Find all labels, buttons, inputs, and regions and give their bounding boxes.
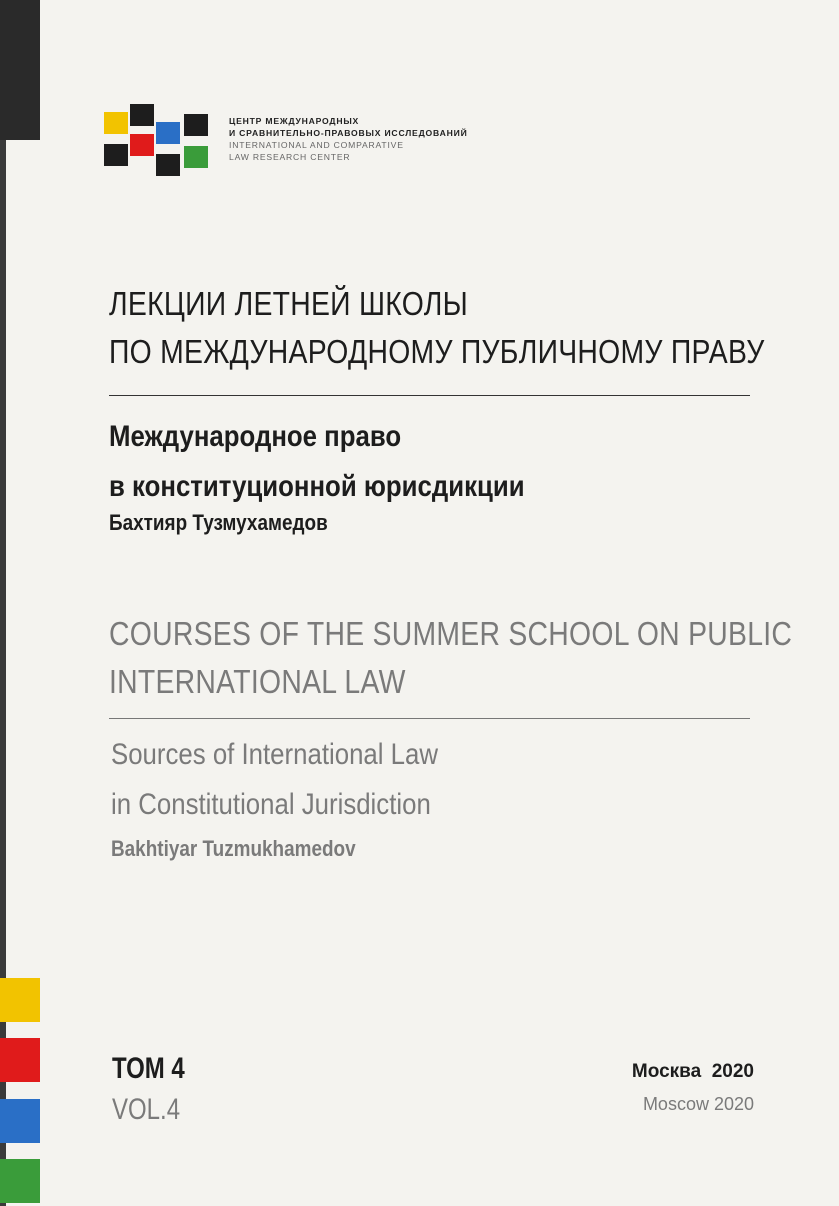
center-logo-mark (104, 104, 210, 180)
logo-red-cell (130, 134, 154, 156)
divider-en (109, 718, 750, 719)
volume-en: VOL.4 (112, 1093, 181, 1126)
logo-green-cell (184, 146, 208, 168)
logo-yellow-cell (104, 112, 128, 134)
logo-black-cell (184, 114, 208, 136)
series-title-ru-line1: ЛЕКЦИИ ЛЕТНЕЙ ШКОЛЫ (109, 285, 468, 322)
logo-black-cell (104, 144, 128, 166)
yellow-square (0, 978, 40, 1022)
volume-ru: ТОМ 4 (112, 1052, 185, 1085)
place-year-ru: Москва 2020 (631, 1061, 754, 1082)
author-en: Bakhtiyar Tuzmukhamedov (111, 836, 356, 861)
spine-dark-band (0, 0, 40, 140)
series-title-en-line1: COURSES OF THE SUMMER SCHOOL ON PUBLIC (109, 615, 793, 652)
book-title-ru-line2: в конституционной юрисдикции (109, 470, 525, 503)
center-name-ru-line1: ЦЕНТР МЕЖДУНАРОДНЫХ (229, 116, 360, 126)
green-square (0, 1159, 40, 1203)
blue-square (0, 1099, 40, 1143)
book-title-en (111, 730, 438, 830)
book-title-ru-line1: Международное право (109, 420, 402, 453)
series-title-ru-line2: ПО МЕЖДУНАРОДНОМУ ПУБЛИЧНОМУ ПРАВУ (109, 333, 765, 370)
center-name (229, 115, 468, 163)
place-year-en: Moscow 2020 (642, 1094, 754, 1114)
red-square (0, 1038, 40, 1082)
author-ru: Бахтияр Тузмухамедов (109, 510, 328, 535)
book-title-ru (109, 412, 525, 512)
series-title-en-line2: INTERNATIONAL LAW (109, 663, 406, 700)
logo-black-cell (130, 104, 154, 126)
logo-blue-cell (156, 122, 180, 144)
logo-black-cell (156, 154, 180, 176)
series-title-ru (109, 280, 765, 376)
series-title-en (109, 610, 793, 706)
center-name-en-line2: LAW RESEARCH CENTER (229, 152, 351, 162)
center-name-ru-line2: И СРАВНИТЕЛЬНО-ПРАВОВЫХ ИССЛЕДОВАНИЙ (229, 128, 468, 138)
center-name-en-line1: INTERNATIONAL AND COMPARATIVE (229, 140, 404, 150)
divider-ru (109, 395, 750, 396)
book-title-en-line1: Sources of International Law (111, 738, 439, 771)
book-title-en-line2: in Constitutional Jurisdiction (111, 788, 431, 821)
